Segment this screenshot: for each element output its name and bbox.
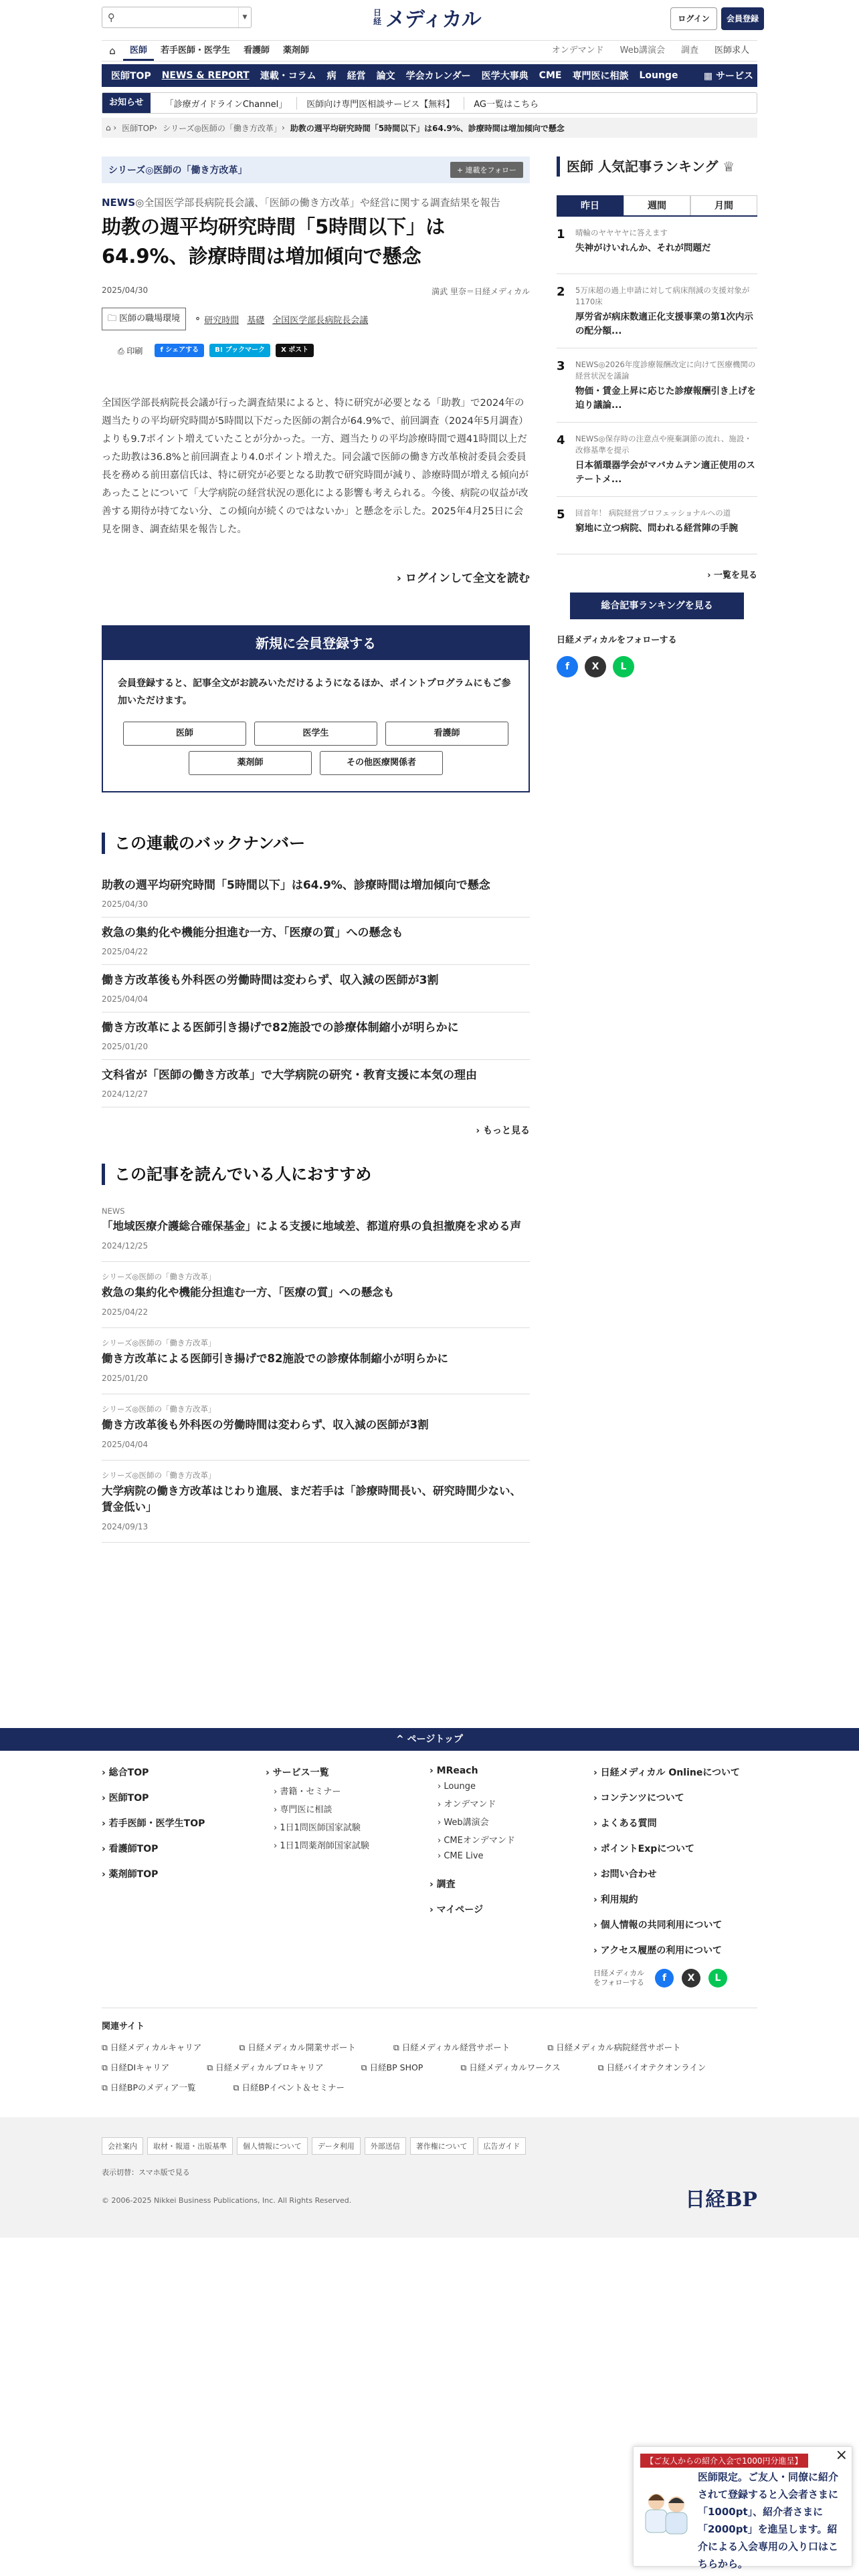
footer-link-label: 若手医師・医学生TOP xyxy=(108,1818,205,1829)
footer-link-label: 日経メディカル Onlineについて xyxy=(600,1767,741,1778)
page-top-button[interactable] xyxy=(0,1728,859,1751)
doctors-illustration xyxy=(639,2471,692,2538)
related-link-label: 日経メディカル開業サポート xyxy=(248,2042,356,2052)
category-tag[interactable] xyxy=(102,308,186,330)
footer-link-label: CME Live xyxy=(444,1851,484,1861)
referral-popup[interactable] xyxy=(633,2446,852,2570)
read-more-link[interactable] xyxy=(102,568,530,585)
nav-jobs[interactable]: 医師求人 xyxy=(714,45,749,56)
recommend-heading: この記事を読んでいる人におすすめ xyxy=(102,1164,530,1185)
tag-link[interactable]: 研究時間 xyxy=(204,315,240,326)
item-kicker: シリーズ◎医師の「働き方改革」 xyxy=(102,1272,216,1281)
item-date: 2024/09/13 xyxy=(102,1522,149,1531)
list-item[interactable] xyxy=(102,1197,530,1262)
item-date: 2025/01/20 xyxy=(102,1374,149,1383)
nav2-cme[interactable]: CME xyxy=(539,70,562,81)
footer-bottom-link[interactable]: 広告ガイド xyxy=(478,2137,527,2155)
follow-label: 日経メディカルをフォローする xyxy=(557,635,677,645)
category-label: 医師の職場環境 xyxy=(119,314,181,324)
series-banner xyxy=(102,156,530,183)
footer-link-label: 1日1問医師国家試験 xyxy=(280,1823,361,1833)
x-icon[interactable]: X xyxy=(682,1969,700,1988)
breadcrumb-item[interactable]: 医師TOP xyxy=(122,123,155,133)
footer-col-3 xyxy=(430,1765,593,1988)
footer-link[interactable]: › 調査 xyxy=(430,1879,456,1890)
footer-link[interactable]: › コンテンツについて xyxy=(593,1793,684,1804)
item-title: 働き方改革後も外科医の労働時間は変わらず、収入減の医師が3割 xyxy=(102,1418,429,1431)
tag-link[interactable]: 全国医学部長病院長会議 xyxy=(272,315,369,326)
footer-link-label: ポイントExpについて xyxy=(600,1844,694,1854)
footer-sublink[interactable]: › Web講演会 xyxy=(438,1818,489,1828)
related-link[interactable]: ⧉ 日経メディカルキャリア xyxy=(102,2042,202,2052)
sidebar xyxy=(557,148,757,677)
footer-link-label: よくある質問 xyxy=(600,1818,657,1829)
rank-title: 厚労省が病床数適正化支援事業の第1次内示の配分額... xyxy=(575,312,753,336)
kicker-text: ◎全国医学部長病院長会議、「医師の働き方改革」や経営に関する調査結果を報告 xyxy=(135,197,500,209)
hatena-icon: B! xyxy=(215,346,225,354)
footer-link-label: 利用規約 xyxy=(600,1895,638,1905)
register-buttons-row xyxy=(103,722,529,746)
print-button[interactable] xyxy=(118,345,142,356)
register-doctor-button[interactable]: 医師 xyxy=(123,722,246,746)
notice-item[interactable]: 医師向け専門医相談サービス【無料】 xyxy=(297,97,464,110)
rank-sub: 5万床超の過上申請に対して病床削減の支援対象が1170床 xyxy=(575,286,750,306)
site-footer xyxy=(0,1728,859,2238)
footer-bottom-link[interactable]: 個人情報について xyxy=(237,2137,308,2155)
related-list xyxy=(102,2041,757,2101)
register-heading: 新規に会員登録する xyxy=(103,627,529,660)
main-nav xyxy=(102,64,757,87)
footer-link[interactable]: › お問い合わせ xyxy=(593,1869,657,1880)
item-date: 2025/04/22 xyxy=(102,947,149,956)
footer-link-label: Lounge xyxy=(444,1782,476,1792)
footer-follow-label: 日経メディカルをフォローする xyxy=(593,1969,645,1987)
related-link[interactable]: ⧉ 日経DIキャリア xyxy=(102,2062,170,2072)
footer-link-label: 医師TOP xyxy=(108,1793,149,1804)
rank-sub: NEWS◎2026年度診療報酬改定に向けて医療機関の経営状況を議論 xyxy=(575,360,756,381)
footer-link-label: MReach xyxy=(436,1765,478,1776)
copyright: © 2006-2025 Nikkei Business Publications, Inc. All Rights Reserved. xyxy=(102,2196,352,2205)
line-icon[interactable]: L xyxy=(613,656,634,677)
footer-link[interactable]: › 個人情報の共同利用について xyxy=(593,1920,723,1931)
facebook-share-label: シェアする xyxy=(165,346,199,354)
footer-link-label: 総合TOP xyxy=(108,1767,149,1778)
related-link[interactable]: ⧉ 日経バイオテクオンライン xyxy=(597,2062,706,2072)
footer-sublink[interactable]: › 1日1問医師国家試験 xyxy=(274,1823,361,1833)
nav2-disease[interactable]: 病 xyxy=(326,71,337,82)
article-author: 満武 里奈＝日経メディカル xyxy=(432,287,530,296)
footer-link-label: サービス一覧 xyxy=(272,1767,329,1778)
footer-bottom-link[interactable]: 外部送信 xyxy=(365,2137,406,2155)
facebook-icon[interactable]: f xyxy=(655,1969,674,1988)
footer-link-label: Web講演会 xyxy=(444,1818,489,1828)
related-link[interactable]: ⧉ 日経メディカルワークス xyxy=(460,2062,561,2072)
chevron-right-icon: › xyxy=(396,572,405,585)
related-link-label: 日経DIキャリア xyxy=(110,2062,170,2072)
list-item[interactable] xyxy=(102,870,530,918)
related-link-label: 日経バイオテクオンライン xyxy=(606,2062,706,2072)
footer-link-label: CMEオンデマンド xyxy=(444,1836,515,1846)
related-link[interactable]: ⧉ 日経メディカル病院経営サポート xyxy=(547,2042,681,2052)
rank-title: 日本循環器学会がマバカムテン適正使用のステートメ... xyxy=(575,460,755,485)
footer-link-label: 専門医に相談 xyxy=(280,1805,332,1815)
read-more-label: ログインして全文を読む xyxy=(405,572,530,585)
footer-col-4 xyxy=(593,1765,757,1988)
footer-sns-row xyxy=(593,1969,757,1988)
item-kicker: シリーズ◎医師の「働き方改革」 xyxy=(102,1404,216,1414)
footer-columns xyxy=(102,1765,757,1988)
footer-col-1 xyxy=(102,1765,266,1988)
follow-series-label: 連載をフォロー xyxy=(465,166,516,175)
footer-link[interactable]: › 利用規約 xyxy=(593,1895,638,1905)
footer-sublink[interactable]: › オンデマンド xyxy=(438,1800,496,1810)
related-link[interactable]: ⧉ 日経メディカルプロキャリア xyxy=(207,2062,324,2072)
item-title: 助教の週平均研究時間「5時間以下」は64.9%、診療時間は増加傾向で懸念 xyxy=(102,879,490,892)
login-button[interactable]: ログイン xyxy=(670,7,717,30)
related-link-label: 日経BPのメディア一覧 xyxy=(110,2082,196,2092)
chevron-up-icon: ^ xyxy=(396,1734,407,1745)
follow-series-button[interactable] xyxy=(450,162,523,178)
rank-number: 2 xyxy=(557,285,565,299)
list-item[interactable] xyxy=(102,965,530,1012)
nav2-consult[interactable]: 専門医に相談 xyxy=(572,71,629,82)
rank-sub: 回首年！ 病院経営プロフェッショナルへの道 xyxy=(575,508,731,518)
more-label: もっと見る xyxy=(483,1125,530,1136)
ranking-item[interactable] xyxy=(557,348,757,423)
nav-nurse[interactable]: 看護師 xyxy=(244,45,270,56)
ranking-list xyxy=(557,217,757,554)
related-link-label: 日経メディカルワークス xyxy=(469,2062,561,2072)
nav2-services-label: サービス xyxy=(716,71,753,82)
footer-link-label: 書籍・セミナー xyxy=(280,1787,341,1797)
related-link-label: 日経メディカルキャリア xyxy=(110,2042,202,2052)
footer-link[interactable]: › 若手医師・医学生TOP xyxy=(102,1818,205,1829)
item-title: 「地域医療介護総合確保基金」による支援に地域差、都道府県の負担撤廃を求める声 xyxy=(102,1220,521,1232)
footer-link[interactable]: › MReach xyxy=(430,1765,478,1776)
backnumber-list xyxy=(102,870,530,1107)
nikkei-bp-logo[interactable]: 日経BP xyxy=(685,2188,757,2212)
related-link[interactable]: ⧉ 日経メディカル開業サポート xyxy=(239,2042,356,2052)
ranking-more-label: 一覧を見る xyxy=(713,570,757,580)
register-buttons-row xyxy=(103,751,529,775)
item-date: 2024/12/27 xyxy=(102,1089,149,1099)
item-date: 2025/04/04 xyxy=(102,1440,149,1449)
footer-link[interactable]: › 総合TOP xyxy=(102,1767,149,1778)
series-link[interactable]: シリーズ◎医師の「働き方改革」 xyxy=(108,165,248,176)
item-date: 2024/12/25 xyxy=(102,1241,149,1251)
item-title: 働き方改革後も外科医の労働時間は変わらず、収入減の医師が3割 xyxy=(102,974,439,987)
footer-link-label: お問い合わせ xyxy=(600,1869,657,1880)
notice-bar xyxy=(102,92,757,114)
tab-yesterday[interactable]: 昨日 xyxy=(557,195,624,215)
footer-link-label: 看護師TOP xyxy=(108,1844,159,1854)
item-date: 2025/04/04 xyxy=(102,994,149,1004)
page-top-label: ページトップ xyxy=(407,1734,463,1745)
register-pharmacist-button[interactable]: 薬剤師 xyxy=(189,751,312,775)
facebook-share-button[interactable] xyxy=(155,344,204,357)
tab-weekly[interactable]: 週間 xyxy=(624,195,690,215)
facebook-icon: f xyxy=(160,346,166,354)
home-icon[interactable]: ⌂ xyxy=(109,45,116,57)
register-text: 会員登録すると、記事全文がお読みいただけるようになるほか、ポイントプログラムにもご参加いただけます。 xyxy=(118,678,511,706)
footer-sublink[interactable]: › 書籍・セミナー xyxy=(274,1787,341,1797)
share-row xyxy=(102,344,530,357)
folder-icon: 🗀 xyxy=(108,314,120,324)
footer-sublink[interactable]: › CME Live xyxy=(438,1851,484,1861)
sns-row xyxy=(557,656,757,677)
related-link-label: 日経メディカルプロキャリア xyxy=(215,2062,324,2072)
footer-bottom-link[interactable]: 会社案内 xyxy=(102,2137,143,2155)
article-title: 助教の週平均研究時間「5時間以下」は64.9%、診療時間は増加傾向で懸念 xyxy=(102,215,446,267)
ranking-heading xyxy=(557,156,757,177)
footer-col-2 xyxy=(266,1765,430,1988)
footer-sublink[interactable]: › CMEオンデマンド xyxy=(438,1836,515,1846)
nav-pharmacist[interactable]: 薬剤師 xyxy=(283,45,310,56)
related-link-label: 日経メディカル経営サポート xyxy=(401,2042,510,2052)
nav2-news[interactable]: NEWS & REPORT xyxy=(161,70,250,81)
footer-link[interactable]: › 薬剤師TOP xyxy=(102,1869,159,1880)
rank-number: 4 xyxy=(557,433,565,447)
line-icon[interactable]: L xyxy=(708,1969,727,1988)
footer-link[interactable]: › アクセス履歴の利用について xyxy=(593,1945,722,1956)
breadcrumb xyxy=(102,118,757,138)
related-link[interactable]: ⧉ 日経BPイベント＆セミナー xyxy=(233,2082,345,2092)
breadcrumb-item[interactable]: シリーズ◎医師の「働き方改革」 xyxy=(163,123,282,133)
register-other-button[interactable]: その他医療関係者 xyxy=(320,751,443,775)
list-item[interactable] xyxy=(102,918,530,965)
recommend-list xyxy=(102,1197,530,1543)
tag-row xyxy=(102,308,530,330)
rank-title: 失神がけいれんか、それが問題だ xyxy=(575,243,711,253)
nav2-calendar[interactable]: 学会カレンダー xyxy=(405,71,471,82)
nav2-papers[interactable]: 論文 xyxy=(376,71,395,82)
logo-nikkei: 日経 xyxy=(373,8,381,26)
footer-link[interactable]: › ポイントExpについて xyxy=(593,1844,694,1854)
footer-link[interactable]: › サービス一覧 xyxy=(266,1767,329,1778)
list-item[interactable] xyxy=(102,1262,530,1328)
related-link-label: 日経メディカル病院経営サポート xyxy=(556,2042,681,2052)
footer-link[interactable]: › 看護師TOP xyxy=(102,1844,159,1854)
footer-bottom xyxy=(0,2117,859,2238)
item-title: 大学病院の働き方改革はじわり進展、まだ若手は「診療時間長い、研究時間少ない、賃金低い」 xyxy=(102,1485,521,1513)
article-meta xyxy=(102,286,530,297)
article-date: 2025/04/30 xyxy=(102,286,149,295)
tag-icon: ⚬ xyxy=(194,314,205,324)
print-label: 印刷 xyxy=(126,346,143,356)
nav2-lounge[interactable]: Lounge xyxy=(639,70,678,81)
item-kicker: シリーズ◎医師の「働き方改革」 xyxy=(102,1471,216,1480)
rank-number: 1 xyxy=(557,227,565,241)
nav2-management[interactable]: 経営 xyxy=(347,71,366,82)
footer-bottom-link[interactable]: 著作権について xyxy=(410,2137,474,2155)
rank-sub: 晴輪のヤヤヤヤに答えます xyxy=(575,228,668,237)
footer-link-label: 1日1問薬剤師国家試験 xyxy=(280,1841,369,1851)
item-title: 働き方改革による医師引き揚げで82施設での診療体制縮小が明らかに xyxy=(102,1352,448,1365)
ranking-item[interactable] xyxy=(557,274,757,348)
nav-webinar[interactable]: Web講演会 xyxy=(619,45,665,56)
item-title: 救急の集約化や機能分担進む一方、「医療の質」への懸念も xyxy=(102,926,403,940)
footer-link-label: コンテンツについて xyxy=(600,1793,684,1804)
list-item[interactable] xyxy=(102,1060,530,1107)
footer-bottom-link[interactable]: 取材・報道・出版基準 xyxy=(147,2137,233,2155)
ranking-heading-label: 医師 人気記事ランキング xyxy=(567,158,719,175)
display-switch[interactable]: 表示切替：スマホ版で見る xyxy=(102,2168,190,2177)
kicker-label: NEWS xyxy=(102,197,136,209)
backnumber-heading: この連載のバックナンバー xyxy=(102,833,530,854)
copyright-row xyxy=(102,2188,757,2212)
site-logo[interactable] xyxy=(371,4,481,31)
nav2-dictionary[interactable]: 医学大事典 xyxy=(481,71,529,82)
related-sites xyxy=(102,2008,757,2101)
footer-sublink[interactable]: › 1日1問薬剤師国家試験 xyxy=(274,1841,369,1851)
rank-title: 物価・賃金上昇に応じた診療報酬引き上げを迫り議論... xyxy=(575,386,756,411)
chevron-right-icon: › xyxy=(476,1125,483,1136)
x-icon: X xyxy=(281,346,289,354)
item-kicker: NEWS xyxy=(102,1206,125,1216)
popup-body: 医師限定。ご友人・同僚に紹介されて登録すると入会者さまに「1000pt」、紹介者さまに「2000pt」を進呈します。紹介による入会専用の入り口はこちらから。 xyxy=(698,2471,839,2570)
list-item[interactable] xyxy=(102,1461,530,1543)
ranking-item[interactable] xyxy=(557,497,757,554)
more-backnumber-link[interactable] xyxy=(102,1123,530,1137)
home-icon[interactable]: ⌂ › xyxy=(106,123,117,132)
close-icon[interactable]: × xyxy=(835,2447,848,2464)
article-kicker xyxy=(102,195,530,209)
item-title: 文科省が「医師の働き方改革」で大学病院の研究・教育支援に本気の理由 xyxy=(102,1069,477,1082)
item-date: 2025/01/20 xyxy=(102,1042,149,1051)
footer-link[interactable]: › 日経メディカル Onlineについて xyxy=(593,1767,741,1778)
ranking-tabs xyxy=(557,195,757,217)
breadcrumb-separator: › xyxy=(154,123,158,132)
plus-icon: + xyxy=(456,166,466,175)
item-kicker: シリーズ◎医師の「働き方改革」 xyxy=(102,1338,216,1348)
related-link[interactable]: ⧉ 日経BP SHOP xyxy=(361,2062,423,2072)
related-link-label: 日経BP SHOP xyxy=(369,2062,423,2072)
related-link-label: 日経BPイベント＆セミナー xyxy=(242,2082,345,2092)
rank-sub: NEWS◎保存時の注意点や廃棄調節の流れ、施設・改修基準を提示 xyxy=(575,434,752,455)
notice-item[interactable]: AG一覧はこちら xyxy=(474,99,539,110)
related-heading: 関連サイト xyxy=(102,2022,145,2032)
x-icon[interactable]: X xyxy=(585,656,606,677)
hatena-bookmark-button[interactable] xyxy=(209,344,270,357)
nav-young-doctor[interactable]: 若手医師・医学生 xyxy=(161,45,231,56)
footer-sublink[interactable]: › 専門医に相談 xyxy=(274,1805,332,1815)
register-student-button[interactable]: 医学生 xyxy=(254,722,377,746)
footer-link-label: 調査 xyxy=(436,1879,456,1890)
list-item[interactable] xyxy=(102,1394,530,1461)
ranking-item[interactable] xyxy=(557,423,757,497)
item-date: 2025/04/30 xyxy=(102,899,149,909)
register-nurse-button[interactable]: 看護師 xyxy=(385,722,508,746)
logo-name: メディカル xyxy=(385,8,481,31)
list-item[interactable] xyxy=(102,1012,530,1060)
notice-item[interactable]: 「診療ガイドラインChannel」 xyxy=(156,97,298,110)
tab-monthly[interactable]: 月間 xyxy=(690,195,757,215)
footer-link-label: アクセス履歴の利用について xyxy=(600,1945,722,1956)
item-title: 働き方改革による医師引き揚げで82施設での診療体制縮小が明らかに xyxy=(102,1021,459,1035)
ranking-item[interactable] xyxy=(557,217,757,274)
item-date: 2025/04/22 xyxy=(102,1307,149,1317)
search-icon[interactable]: ⚲ xyxy=(107,11,115,23)
item-title: 救急の集約化や機能分担進む一方、「医療の質」への懸念も xyxy=(102,1286,395,1299)
x-post-label: ポスト xyxy=(288,346,309,354)
hatena-label: ブックマーク xyxy=(225,346,266,354)
breadcrumb-current: 助教の週平均研究時間「5時間以下」は64.9%、診療時間は増加傾向で懸念 xyxy=(290,123,565,133)
footer-link[interactable]: › マイページ xyxy=(430,1905,484,1915)
nav-survey[interactable]: 調査 xyxy=(680,45,698,56)
rank-number: 5 xyxy=(557,508,565,522)
popup-tag: 【ご友人からの紹介入会で1000円分進呈】 xyxy=(640,2454,808,2468)
chevron-right-icon: › xyxy=(707,570,714,580)
footer-bottom-link[interactable]: データ利用 xyxy=(312,2137,361,2155)
x-post-button[interactable] xyxy=(276,344,314,357)
nav-ondemand[interactable]: オンデマンド xyxy=(551,45,604,56)
rank-number: 3 xyxy=(557,359,565,373)
related-link[interactable]: ⧉ 日経BPのメディア一覧 xyxy=(102,2082,196,2092)
ranking-more-link[interactable] xyxy=(557,568,757,580)
article-lead: 全国医学部長病院長会議が行った調査結果によると、特に研究が必要となる「助教」で2024年の週当たりの平均研究時間が5時間以下だった医師の割合が64.9%で、前回調査（2024年5月調査）よりも9.7ポイント増えていたことが分かった。一方、週当たりの平均診療時間で週41時間以上だった助教は36.8%と前回調査より4.0ポイント増えた。同会議で医師の働き方改革検討委員会委員長を務める前田嘉信氏は、特に研究が必要となる助教で研究時間が減り、診療時間が増える傾向があったことについて「大学病院の経営状況の悪化による影響も考えられる。今後、病院の収益が改善する期待が持てない分、この傾向が続くのではないか」と懸念を示した。2025年4月25日に会見を開き、調査結果を報告した。 xyxy=(102,398,529,535)
grid-icon: ▦ xyxy=(703,71,716,82)
rank-title: 窮地に立つ病院、問われる経営陣の手腕 xyxy=(575,523,738,534)
footer-link[interactable]: › 医師TOP xyxy=(102,1793,149,1804)
footer-link-label: マイページ xyxy=(436,1905,484,1915)
all-ranking-button[interactable]: 総合記事ランキングを見る xyxy=(570,593,744,619)
register-box xyxy=(102,625,530,792)
footer-link-label: 個人情報の共同利用について xyxy=(600,1920,723,1931)
footer-link[interactable]: › よくある質問 xyxy=(593,1818,657,1829)
footer-links xyxy=(102,2117,757,2155)
nav2-services[interactable] xyxy=(704,69,753,82)
notice-label: お知らせ xyxy=(102,93,151,113)
tag-link[interactable]: 基礎 xyxy=(247,315,265,326)
nav-doctor[interactable]: 医師 xyxy=(123,41,154,61)
footer-link-label: 薬剤師TOP xyxy=(108,1869,159,1880)
footer-link-label: オンデマンド xyxy=(444,1800,496,1810)
search-input[interactable] xyxy=(120,7,238,27)
list-item[interactable] xyxy=(102,1328,530,1394)
audience-nav xyxy=(102,40,757,62)
register-button[interactable]: 会員登録 xyxy=(721,7,764,30)
site-header xyxy=(102,0,757,40)
chevron-down-icon[interactable]: ▼ xyxy=(238,7,251,27)
nav2-column[interactable]: 連載・コラム xyxy=(260,71,316,82)
related-link[interactable]: ⧉ 日経メディカル経営サポート xyxy=(393,2042,510,2052)
printer-icon: ⎙ xyxy=(118,346,127,356)
crown-icon: ♕ xyxy=(723,158,735,175)
search-box[interactable] xyxy=(102,7,252,28)
nav2-doctor-top[interactable]: 医師TOP xyxy=(111,71,151,82)
main-content xyxy=(102,148,530,1543)
facebook-icon[interactable]: f xyxy=(557,656,578,677)
footer-sublink[interactable]: › Lounge xyxy=(438,1782,476,1792)
breadcrumb-separator: › xyxy=(281,123,285,132)
